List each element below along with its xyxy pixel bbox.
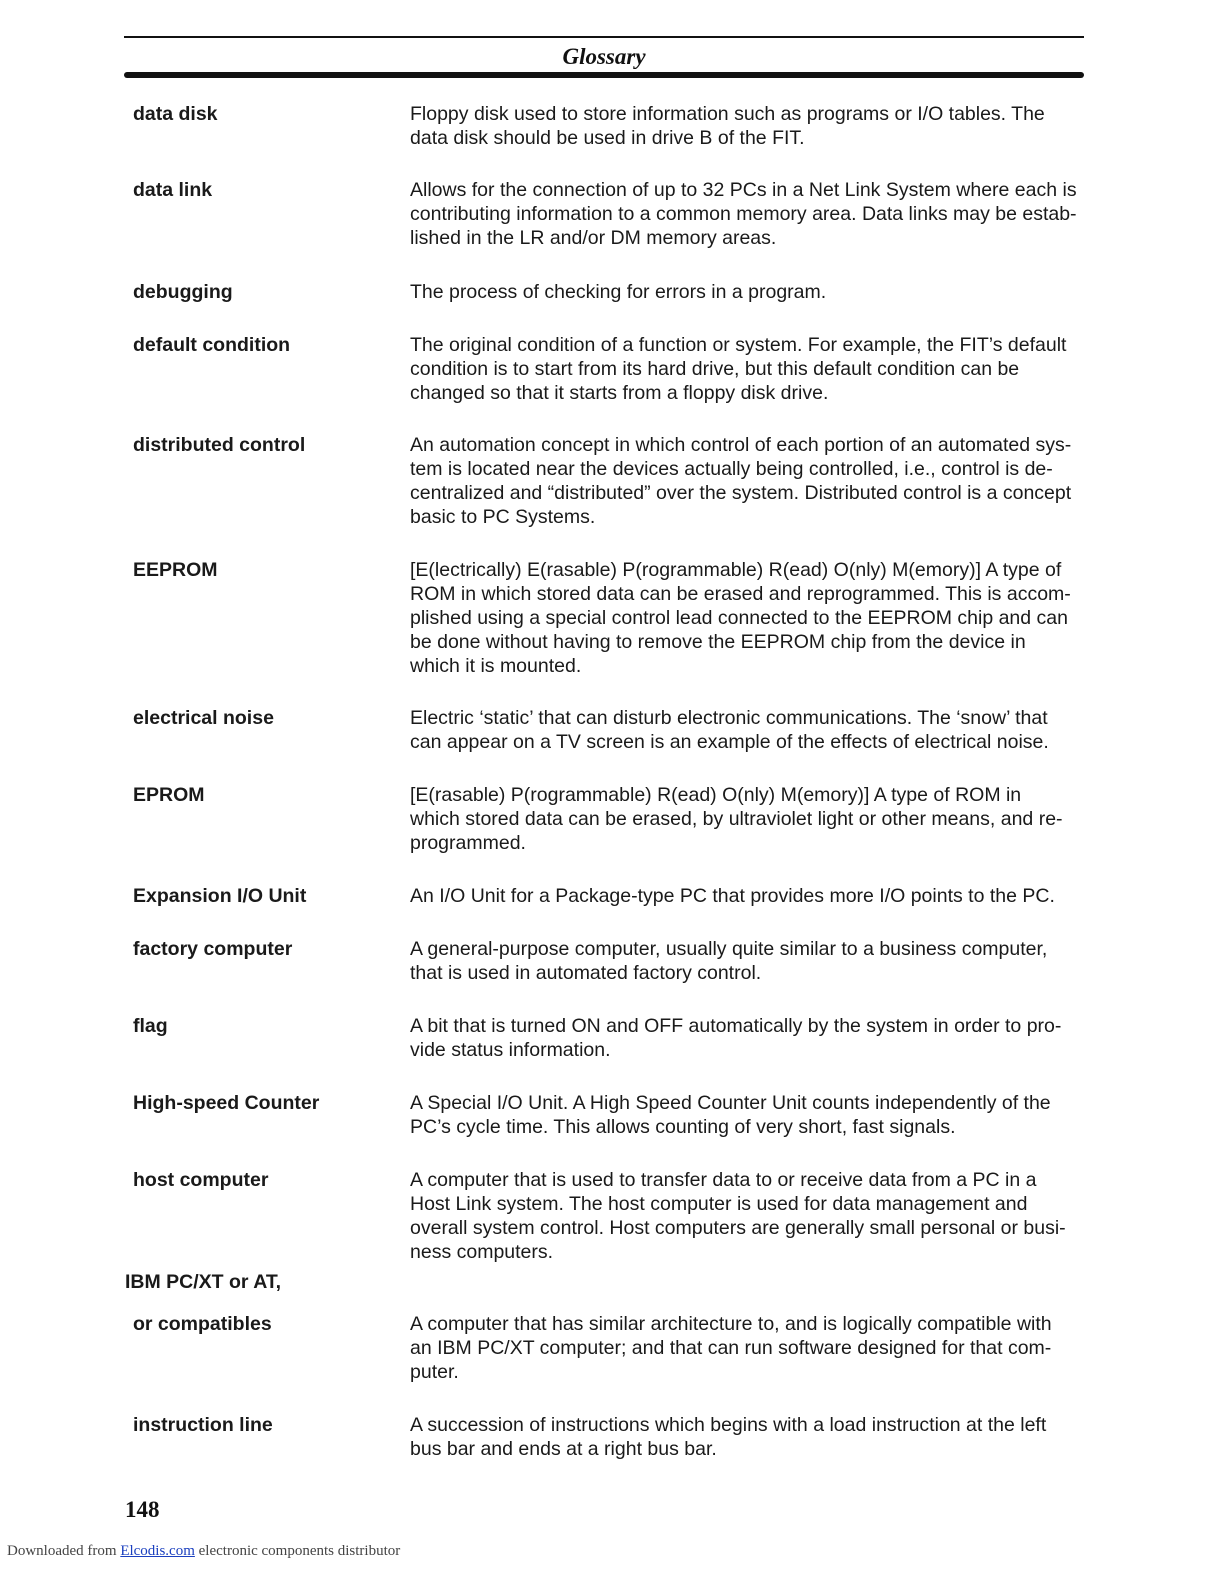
- glossary-term: data disk: [133, 103, 218, 125]
- definition-line: An automation concept in which control of each portion of an automated sys-: [410, 434, 1072, 456]
- glossary-definition: [410, 1413, 1086, 1461]
- glossary-term: debugging: [133, 281, 233, 303]
- footer-source-link[interactable]: Elcodis.com: [120, 1543, 195, 1559]
- glossary-definition: [410, 102, 1086, 150]
- glossary-term: factory computer: [133, 938, 293, 960]
- definition-line: centralized and “distributed” over the system. Distributed control is a concept: [410, 482, 1072, 504]
- glossary-term: electrical noise: [133, 707, 274, 729]
- glossary-term: host computer: [133, 1169, 269, 1191]
- footer-suffix: electronic components distributor: [198, 1543, 401, 1559]
- definition-line: which it is mounted.: [410, 655, 582, 677]
- definition-line: ness computers.: [410, 1241, 554, 1263]
- definition-line: bus bar and ends at a right bus bar.: [410, 1438, 717, 1460]
- glossary-definition: [410, 706, 1086, 754]
- glossary-definition: [410, 433, 1086, 529]
- definition-line: Electric ‘static’ that can disturb electronic communications. The ‘snow’ that: [410, 707, 1048, 729]
- definition-line: an IBM PC/XT computer; and that can run software designed for that com-: [410, 1337, 1052, 1359]
- glossary-definition: [410, 937, 1086, 985]
- glossary-definition: [410, 1312, 1086, 1384]
- definition-line: can appear on a TV screen is an example of the effects of electrical noise.: [410, 731, 1049, 753]
- download-footer: [7, 1541, 400, 1561]
- definition-line: An I/O Unit for a Package-type PC that provides more I/O points to the PC.: [410, 885, 1055, 907]
- definition-line: A computer that is used to transfer data to or receive data from a PC in a: [410, 1169, 1037, 1191]
- definition-line: which stored data can be erased, by ultraviolet light or other means, and re-: [410, 808, 1063, 830]
- glossary-term: EPROM: [133, 784, 205, 806]
- glossary-term: or compatibles: [133, 1313, 272, 1335]
- definition-line: programmed.: [410, 832, 526, 854]
- glossary-definition: [410, 1014, 1086, 1062]
- glossary-term: Expansion I/O Unit: [133, 885, 307, 907]
- glossary-definition: [410, 280, 1086, 304]
- definition-line: basic to PC Systems.: [410, 506, 596, 528]
- definition-line: data disk should be used in drive B of the FIT.: [410, 127, 805, 149]
- header-top-rule: [124, 36, 1084, 38]
- footer-prefix: Downloaded from: [7, 1543, 117, 1559]
- glossary-term: instruction line: [133, 1414, 273, 1436]
- glossary-definition: [410, 558, 1086, 678]
- definition-line: overall system control. Host computers are generally small personal or busi-: [410, 1217, 1066, 1239]
- definition-line: PC’s cycle time. This allows counting of very short, fast signals.: [410, 1116, 956, 1138]
- page-header-title: Glossary: [562, 44, 646, 69]
- definition-line: that is used in automated factory control.: [410, 962, 762, 984]
- definition-line: Floppy disk used to store information such as programs or I/O tables. The: [410, 103, 1045, 125]
- glossary-term: default condition: [133, 334, 291, 356]
- glossary-term: data link: [133, 179, 213, 201]
- glossary-term: flag: [133, 1015, 168, 1037]
- definition-line: lished in the LR and/or DM memory areas.: [410, 227, 777, 249]
- definition-line: A general-purpose computer, usually quite similar to a business computer,: [410, 938, 1048, 960]
- glossary-definition: [410, 783, 1086, 855]
- glossary-term: IBM PC/XT or AT,: [125, 1271, 281, 1293]
- definition-line: be done without having to remove the EEPROM chip from the device in: [410, 631, 1026, 653]
- glossary-term: High-speed Counter: [133, 1092, 320, 1114]
- header-bottom-rule: [124, 72, 1084, 78]
- definition-line: A bit that is turned ON and OFF automatically by the system in order to pro-: [410, 1015, 1062, 1037]
- definition-line: plished using a special control lead connected to the EEPROM chip and can: [410, 607, 1068, 629]
- definition-line: tem is located near the devices actually being controlled, i.e., control is de-: [410, 458, 1053, 480]
- definition-line: A Special I/O Unit. A High Speed Counter Unit counts independently of the: [410, 1092, 1051, 1114]
- definition-line: puter.: [410, 1361, 459, 1383]
- glossary-definition: [410, 1091, 1086, 1139]
- page-number: 148: [125, 1497, 160, 1522]
- glossary-definition: [410, 1168, 1086, 1264]
- glossary-definition: [410, 884, 1086, 908]
- glossary-term: distributed control: [133, 434, 306, 456]
- glossary-definition: [410, 178, 1086, 250]
- definition-line: The original condition of a function or system. For example, the FIT’s default: [410, 334, 1067, 356]
- definition-line: The process of checking for errors in a program.: [410, 281, 827, 303]
- glossary-definition: [410, 333, 1086, 405]
- definition-line: ROM in which stored data can be erased and reprogrammed. This is accom-: [410, 583, 1071, 605]
- definition-line: Allows for the connection of up to 32 PCs in a Net Link System where each is: [410, 179, 1077, 201]
- definition-line: A computer that has similar architecture to, and is logically compatible with: [410, 1313, 1052, 1335]
- definition-line: Host Link system. The host computer is used for data management and: [410, 1193, 1028, 1215]
- definition-line: [E(lectrically) E(rasable) P(rogrammable) R(ead) O(nly) M(emory)] A type of: [410, 559, 1062, 581]
- glossary-term: EEPROM: [133, 559, 218, 581]
- definition-line: changed so that it starts from a floppy disk drive.: [410, 382, 829, 404]
- definition-line: A succession of instructions which begins with a load instruction at the left: [410, 1414, 1047, 1436]
- definition-line: condition is to start from its hard drive, but this default condition can be: [410, 358, 1020, 380]
- definition-line: contributing information to a common memory area. Data links may be estab-: [410, 203, 1077, 225]
- definition-line: [E(rasable) P(rogrammable) R(ead) O(nly) M(emory)] A type of ROM in: [410, 784, 1022, 806]
- definition-line: vide status information.: [410, 1039, 611, 1061]
